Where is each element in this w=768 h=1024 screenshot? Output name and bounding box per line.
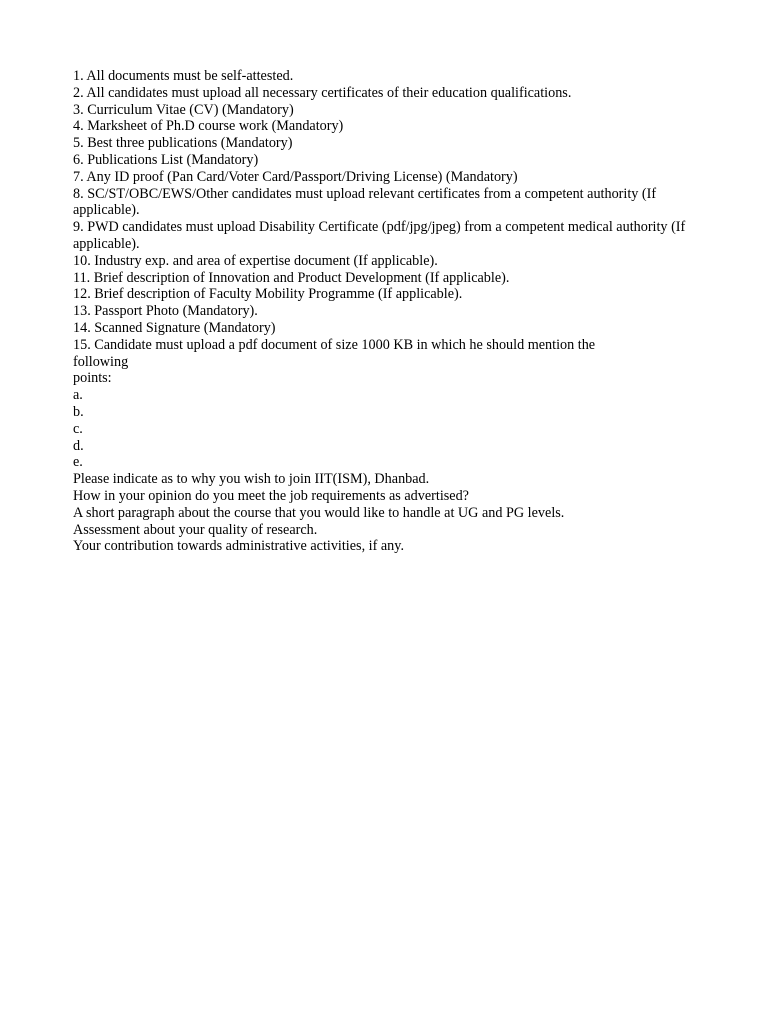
instruction-line: 5. Best three publications (Mandatory): [73, 135, 293, 152]
instruction-line: 15. Candidate must upload a pdf document of size 1000 KB in which he should mention the: [73, 336, 596, 353]
list-marker: e.: [73, 454, 83, 471]
instruction-line: 4. Marksheet of Ph.D course work (Mandatory): [73, 118, 344, 135]
instruction-line: 14. Scanned Signature (Mandatory): [73, 319, 276, 336]
list-marker: c.: [73, 420, 83, 437]
point-text: Your contribution towards administrative activities, if any.: [73, 538, 404, 555]
list-marker: b.: [73, 403, 84, 420]
instruction-line: following: [73, 353, 129, 370]
instruction-line: 8. SC/ST/OBC/EWS/Other candidates must upload relevant certificates from a competent authority (If applicable).: [73, 185, 657, 219]
instruction-line: 9. PWD candidates must upload Disability Certificate (pdf/jpg/jpeg) from a competent medical authority (If applicable).: [73, 219, 686, 252]
instruction-line: 1. All documents must be self-attested.: [73, 68, 294, 84]
document-body: [73, 68, 713, 555]
instruction-line: 11. Brief description of Innovation and Product Development (If applicable).: [73, 269, 510, 286]
list-marker: d.: [73, 437, 84, 454]
instruction-line: points:: [73, 370, 112, 387]
instruction-line: 6. Publications List (Mandatory): [73, 151, 259, 168]
point-text: A short paragraph about the course that you would like to handle at UG and PG levels.: [73, 504, 565, 521]
instruction-line: 10. Industry exp. and area of expertise document (If applicable).: [73, 252, 438, 269]
instruction-line: 12. Brief description of Faculty Mobility Programme (If applicable).: [73, 286, 463, 303]
instruction-line: 3. Curriculum Vitae (CV) (Mandatory): [73, 101, 294, 118]
list-marker: a.: [73, 387, 83, 404]
instruction-line: 2. All candidates must upload all necessary certificates of their education qualifications.: [73, 84, 572, 101]
point-text: Please indicate as to why you wish to join IIT(ISM), Dhanbad.: [73, 471, 430, 488]
point-text: How in your opinion do you meet the job requirements as advertised?: [73, 487, 469, 504]
instruction-line: 7. Any ID proof (Pan Card/Voter Card/Passport/Driving License) (Mandatory): [73, 168, 518, 185]
point-text: Assessment about your quality of research.: [73, 521, 318, 538]
instruction-line: 13. Passport Photo (Mandatory).: [73, 303, 258, 320]
